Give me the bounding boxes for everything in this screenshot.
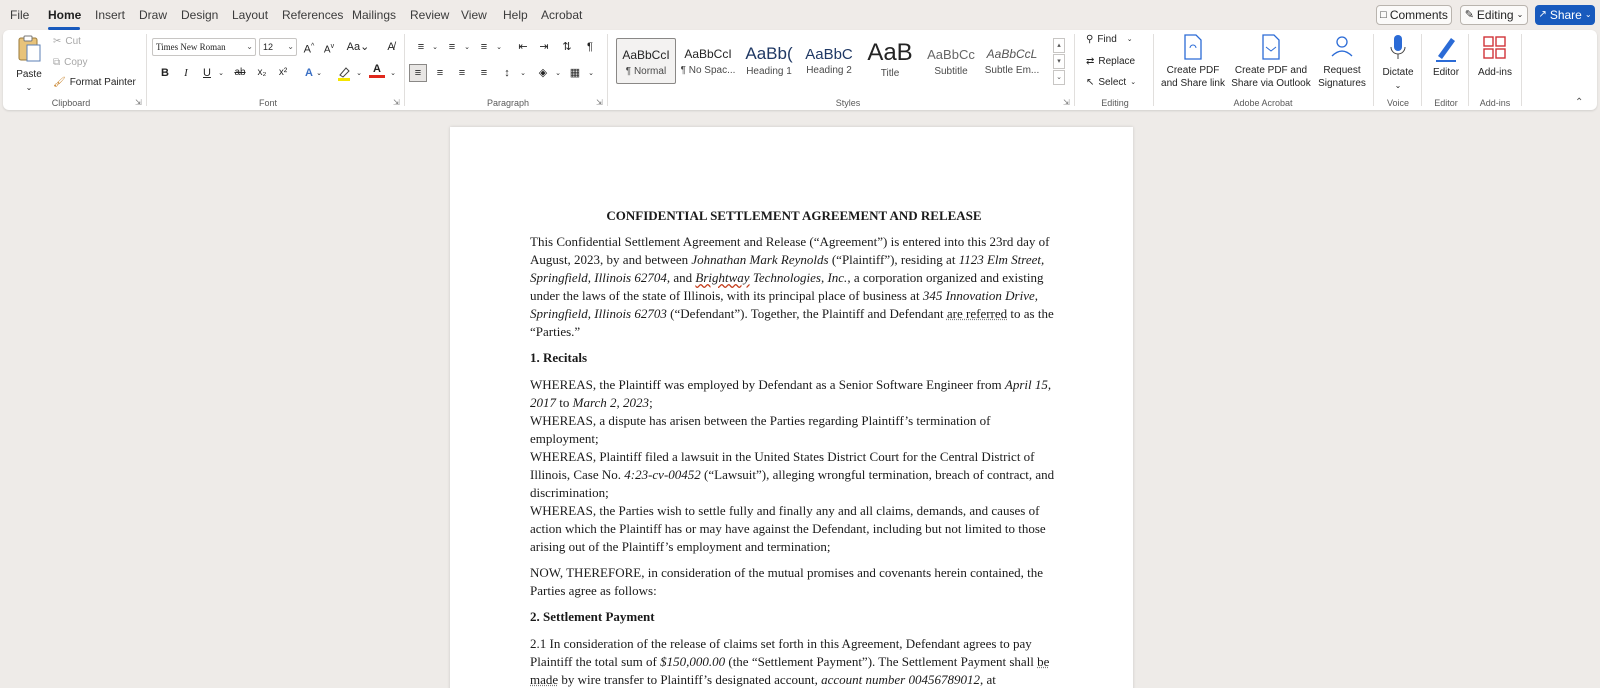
underline-button[interactable]: U [203, 67, 211, 79]
chevron-down-icon[interactable]: ⌄ [316, 70, 322, 77]
document-body[interactable] [530, 207, 1058, 688]
signature-icon [1328, 34, 1356, 60]
editing-group-label: Editing [1101, 98, 1129, 108]
payment-paragraph [530, 635, 1058, 688]
chevron-down-icon[interactable]: ⌄ [432, 44, 438, 51]
style-sample: AaBbCcI [622, 48, 670, 62]
create-outlook-label-2: Share via Outlook [1231, 78, 1311, 89]
tab-insert[interactable]: Insert [95, 8, 126, 22]
comments-button[interactable] [1376, 5, 1452, 25]
request-sig-label-2: Signatures [1318, 78, 1366, 89]
pdf-mail-icon [1259, 34, 1283, 60]
shrink-font-icon[interactable]: $A^v$ [323, 43, 335, 56]
style-subtle-emphasis[interactable] [982, 38, 1042, 84]
tab-home[interactable]: Home [48, 8, 82, 22]
payment-text: (the “Settlement Payment”). The Settlement Payment shall [725, 654, 1038, 669]
microphone-icon [1389, 34, 1407, 62]
grow-font-icon[interactable]: A^ [303, 43, 315, 56]
align-center-icon[interactable]: ≡ [436, 67, 444, 79]
cursor-icon: ↖ [1086, 76, 1095, 88]
intro-text: , and [666, 270, 696, 285]
clipboard-group-label: Clipboard [51, 98, 91, 108]
payment-text: , at [979, 672, 996, 687]
line-spacing-icon[interactable]: ↕ [504, 67, 510, 79]
bold-button[interactable]: B [161, 67, 169, 79]
divider [1521, 34, 1522, 106]
document-page[interactable] [450, 127, 1133, 688]
menu-bar [0, 0, 1600, 30]
styles-gallery [622, 38, 1061, 88]
gallery-scroll-down-icon[interactable]: ▾ [1053, 54, 1065, 69]
tab-draw[interactable]: Draw [139, 8, 168, 22]
share-icon: ↗ [1538, 9, 1547, 20]
search-icon: ⚲ [1086, 33, 1094, 45]
divider [607, 34, 608, 106]
style-sample: AaBbCcL [986, 47, 1038, 61]
addins-grid-icon [1482, 34, 1508, 62]
chevron-down-icon: ⌄ [246, 42, 253, 51]
dialog-launcher-icon[interactable]: ⇲ [393, 98, 400, 107]
divider [1468, 34, 1469, 106]
intro-text: to as the “Parties.” [530, 306, 1054, 339]
decrease-indent-icon[interactable]: ⇤ [518, 41, 528, 53]
tab-view[interactable]: View [461, 8, 487, 22]
section-heading-settlement-payment: 2. Settlement Payment [530, 609, 655, 624]
scissors-icon: ✂ [53, 35, 62, 47]
ribbon [3, 30, 1597, 110]
grammar-flag: be made [530, 654, 1050, 687]
cut-button[interactable] [53, 36, 81, 47]
style-sample: AaBb( [745, 44, 793, 63]
payment-text: by wire transfer to Plaintiff’s designated account, [558, 672, 822, 687]
tab-design[interactable]: Design [181, 8, 219, 22]
editing-label: Editing [1476, 8, 1514, 22]
justify-icon[interactable]: ≡ [480, 67, 488, 79]
recital-text: ; [649, 395, 653, 410]
intro-text: (“Plaintiff”), residing at [828, 252, 959, 267]
style-name: Heading 1 [746, 66, 792, 77]
style-heading-2[interactable] [799, 38, 859, 84]
gallery-scroll-up-icon[interactable]: ▴ [1053, 38, 1065, 53]
account-number: account number 00456789012 [821, 672, 980, 687]
divider [404, 34, 405, 106]
case-number: 4:23-cv-00452 [624, 467, 701, 482]
employment-end-date: March 2, 2023 [572, 395, 650, 410]
request-signatures-button[interactable] [1314, 34, 1370, 90]
recital-3 [530, 448, 1058, 502]
style-name: ¶ Normal [625, 66, 667, 77]
divider [146, 34, 147, 106]
borders-icon[interactable]: ▦ [569, 67, 581, 79]
dialog-launcher-icon[interactable]: ⇲ [135, 98, 142, 107]
format-painter-label: Format Painter [69, 77, 136, 88]
divider [1153, 34, 1154, 106]
create-outlook-label: Create PDF and [1234, 65, 1308, 76]
paste-label: Paste [16, 69, 42, 80]
select-button[interactable] [1086, 77, 1136, 88]
font-name-combo[interactable] [152, 38, 256, 56]
format-painter-button[interactable] [53, 77, 136, 88]
chevron-down-icon: ⌄ [1394, 81, 1402, 90]
style-name: Title [880, 68, 900, 79]
pilcrow-icon[interactable]: ¶ [587, 41, 593, 53]
recital-4: WHEREAS, the Parties wish to settle fully and finally any and all claims, demands, and causes of action which the Plaintiff has or may have against the Defendant, including but not limited to those arising out of the Plaintiff’s employment and termination; [530, 503, 1046, 554]
request-sig-label: Request [1323, 65, 1361, 76]
style-title[interactable] [860, 38, 920, 84]
font-group-label: Font [258, 98, 277, 108]
align-left-icon[interactable]: ≡ [409, 64, 427, 82]
dictate-label: Dictate [1382, 67, 1414, 78]
employment-start-date: April 15, 2017 [530, 377, 1052, 410]
style-heading-1[interactable] [739, 38, 799, 84]
superscript-button[interactable]: x² [278, 67, 288, 78]
chevron-down-icon: ⌄ [1130, 79, 1137, 86]
style-subtitle[interactable] [921, 38, 981, 84]
recital-text: WHEREAS, the Plaintiff was employed by Defendant as a Senior Software Engineer from [530, 377, 1005, 392]
style-name: Heading 2 [806, 65, 852, 76]
highlight-icon[interactable] [336, 65, 352, 81]
text-effects-icon[interactable]: A [305, 67, 313, 79]
document-title: CONFIDENTIAL SETTLEMENT AGREEMENT AND RELEASE [606, 208, 982, 223]
chevron-down-icon[interactable]: ⌄ [218, 70, 224, 77]
copy-label: Copy [64, 57, 88, 68]
intro-text: , a corporation organized and existing under the laws of the state of Illinois, with its principal place of business at [530, 270, 1044, 303]
paragraph-group-label: Paragraph [486, 98, 530, 108]
chevron-down-icon: ⌄ [1126, 36, 1133, 43]
create-pdf-label-2: and Share link [1161, 78, 1225, 89]
cut-label: Cut [65, 36, 81, 47]
dictate-button[interactable] [1377, 34, 1419, 92]
chevron-down-icon[interactable]: ⌄ [390, 70, 396, 77]
defendant-name: Technologies, Inc. [749, 270, 848, 285]
replace-label: Replace [1098, 56, 1136, 67]
style-no-spacing[interactable] [678, 38, 738, 84]
addins-label: Add-ins [1478, 67, 1512, 78]
font-size-combo[interactable] [259, 38, 297, 56]
plaintiff-name: Johnathan Mark Reynolds [691, 252, 829, 267]
italic-button[interactable]: I [184, 67, 188, 79]
replace-button[interactable] [1086, 56, 1135, 67]
recital-text: to [556, 395, 573, 410]
plaintiff-address: 1123 Elm Street, Springfield, Illinois 62704 [530, 252, 1045, 285]
voice-group-label: Voice [1386, 98, 1410, 108]
chevron-down-icon[interactable]: ⌄ [588, 70, 594, 77]
divider [1421, 34, 1422, 106]
gallery-more-icon[interactable]: ⌄ [1053, 70, 1065, 85]
tab-acrobat[interactable]: Acrobat [541, 8, 583, 22]
payment-text: 2.1 In consideration of the release of claims set forth in this Agreement, Defendant agrees to pay Plaintiff the total sum of [530, 636, 1032, 669]
chevron-down-icon: ⌄ [1584, 10, 1592, 19]
subscript-button[interactable]: x₂ [257, 67, 267, 78]
recital-text: WHEREAS, Plaintiff filed a lawsuit in the United States District Court for the Central District of Illinois, Case No. [530, 449, 1035, 482]
dialog-launcher-icon[interactable]: ⇲ [1063, 98, 1070, 107]
acrobat-group-label: Adobe Acrobat [1233, 98, 1293, 108]
chevron-down-icon: ⌄ [287, 42, 294, 51]
select-label: Select [1098, 77, 1127, 88]
grammar-flag: are referred [946, 306, 1008, 321]
clear-formatting-icon[interactable]: A̸ [387, 41, 395, 53]
style-sample: AaBbCcI [684, 47, 732, 61]
increase-indent-icon[interactable]: ⇥ [539, 41, 549, 53]
intro-text: (“Defendant”). Together, the Plaintiff and Defendant [666, 306, 947, 321]
pdf-link-icon [1181, 34, 1205, 60]
style-name: ¶ No Spac... [680, 65, 736, 76]
editor-group-label: Editor [1434, 98, 1458, 108]
settlement-amount: $150,000.00 [660, 654, 726, 669]
chevron-down-icon[interactable]: ⌄ [555, 70, 561, 77]
addins-button[interactable] [1473, 34, 1517, 79]
intro-paragraph [530, 233, 1058, 341]
section-heading-recitals: 1. Recitals [530, 350, 588, 365]
change-case-icon[interactable]: Aa⌄ [346, 41, 370, 53]
copy-button[interactable] [53, 57, 88, 68]
tab-review[interactable]: Review [410, 8, 450, 22]
create-pdf-outlook-button[interactable] [1230, 34, 1312, 90]
bullets-icon[interactable]: ≡ [417, 41, 425, 53]
divider [1074, 34, 1075, 106]
clipboard-icon [16, 34, 42, 64]
chevron-down-icon[interactable]: ⌄ [496, 44, 502, 51]
styles-group-label: Styles [835, 98, 861, 108]
multilevel-list-icon[interactable]: ≡ [480, 41, 488, 53]
paste-button[interactable] [11, 34, 47, 94]
sort-icon[interactable]: ⇅ [562, 41, 572, 53]
style-sample: AaBbCc [927, 47, 975, 62]
now-therefore-paragraph: NOW, THEREFORE, in consideration of the mutual promises and covenants herein contained, the Parties agree as follows: [530, 565, 1044, 598]
strikethrough-button[interactable]: ab [234, 67, 246, 78]
recital-2: WHEREAS, a dispute has arisen between the Parties regarding Plaintiff’s termination of employment; [530, 413, 991, 446]
editor-pen-icon [1433, 34, 1459, 62]
tab-help[interactable]: Help [503, 8, 528, 22]
intro-text: This Confidential Settlement Agreement and Release (“Agreement”) is entered into this 23rd day of August, 2023, by and between [530, 234, 1050, 267]
style-name: Subtitle [934, 66, 968, 77]
recital-1 [530, 376, 1058, 412]
defendant-address: 345 Innovation Drive, Springfield, Illinois 62703 [530, 288, 1038, 321]
tab-mailings[interactable]: Mailings [352, 8, 397, 22]
tab-references[interactable]: References [282, 8, 344, 22]
share-button[interactable] [1535, 5, 1595, 25]
tab-layout[interactable]: Layout [232, 8, 269, 22]
comments-label: Comments [1389, 8, 1448, 22]
chevron-down-icon[interactable]: ⌄ [464, 44, 470, 51]
pencil-icon: ✎ [1464, 8, 1474, 21]
chevron-down-icon[interactable]: ⌄ [520, 70, 526, 77]
copy-icon: ⧉ [53, 56, 61, 68]
collapse-ribbon-icon[interactable]: ⌃ [1575, 97, 1584, 108]
create-pdf-label: Create PDF [1166, 65, 1220, 76]
align-right-icon[interactable]: ≡ [458, 67, 466, 79]
tab-file[interactable]: File [10, 8, 30, 22]
chevron-down-icon: ⌄ [1516, 10, 1524, 19]
editor-label: Editor [1432, 67, 1460, 78]
shading-icon[interactable]: ◈ [538, 67, 548, 79]
numbering-icon[interactable]: ≡ [448, 41, 456, 53]
dialog-launcher-icon[interactable]: ⇲ [596, 98, 603, 107]
style-name: Subtle Em... [984, 65, 1040, 76]
find-label: Find [1097, 34, 1117, 45]
chevron-down-icon: ⌄ [25, 83, 33, 92]
editing-mode-button[interactable] [1460, 5, 1528, 25]
style-sample: AaBbC [805, 46, 853, 63]
paintbrush-icon: 🖌 [53, 76, 66, 88]
addins-group-label: Add-ins [1479, 98, 1511, 108]
share-label: Share [1549, 8, 1582, 22]
create-pdf-share-link-button[interactable] [1158, 34, 1228, 90]
find-button[interactable] [1086, 34, 1133, 45]
font-name-value: Times New Roman [156, 42, 226, 52]
chevron-down-icon[interactable]: ⌄ [356, 70, 362, 77]
style-normal[interactable] [616, 38, 676, 84]
font-size-value: 12 [263, 42, 274, 52]
editor-button[interactable] [1427, 34, 1465, 79]
replace-icon: ⇄ [1086, 55, 1095, 67]
font-color-icon[interactable]: A [369, 63, 385, 78]
divider [1373, 34, 1374, 106]
recital-text: (“Lawsuit”), alleging wrongful termination, breach of contract, and discrimination; [530, 467, 1055, 500]
defendant-name-flagged: Brightway [695, 270, 750, 285]
comment-icon: □ [1380, 8, 1387, 21]
style-sample: AaB [867, 39, 913, 66]
